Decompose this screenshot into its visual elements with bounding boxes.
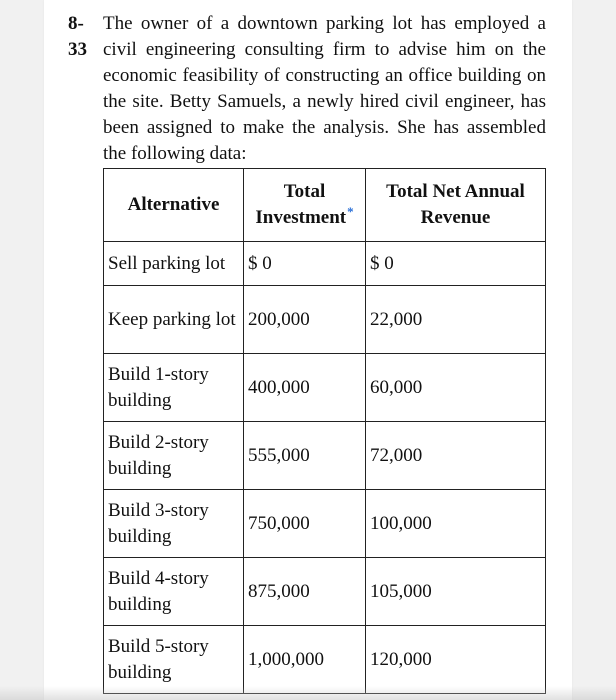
bottom-edge-shadow — [0, 686, 616, 700]
table-row — [104, 354, 546, 422]
table-row — [104, 558, 546, 626]
cell-alternative: Build 5-story building — [104, 626, 244, 694]
header-total-net-annual-revenue: Total Net Annual Revenue — [366, 169, 546, 242]
cell-revenue: 22,000 — [366, 286, 546, 354]
header-alternative: Alternative — [104, 169, 244, 242]
header-total-investment — [244, 169, 366, 242]
cell-investment: 750,000 — [244, 490, 366, 558]
table-header-row — [104, 169, 546, 242]
cell-revenue: 100,000 — [366, 490, 546, 558]
cell-alternative: Build 4-story building — [104, 558, 244, 626]
table-row — [104, 242, 546, 286]
problem-number-index: 33 — [68, 39, 87, 60]
cell-investment: 555,000 — [244, 422, 366, 490]
cell-alternative: Build 2-story building — [104, 422, 244, 490]
table-row — [104, 626, 546, 694]
header-investment-line2 — [244, 205, 365, 231]
cell-revenue: 72,000 — [366, 422, 546, 490]
cell-investment: 1,000,000 — [244, 626, 366, 694]
footnote-marker: * — [347, 203, 354, 219]
table-row — [104, 286, 546, 354]
header-investment-line1: Total — [283, 181, 326, 202]
header-investment-label: Investment — [255, 207, 347, 228]
cell-investment: 875,000 — [244, 558, 366, 626]
problem-number-chapter: 8- — [68, 13, 84, 34]
cell-investment: $ 0 — [244, 242, 366, 286]
cell-investment: 400,000 — [244, 354, 366, 422]
cell-alternative: Keep parking lot — [104, 286, 244, 354]
cell-alternative: Build 1-story building — [104, 354, 244, 422]
alternatives-table — [103, 168, 546, 694]
cell-revenue: $ 0 — [366, 242, 546, 286]
cell-revenue: 105,000 — [366, 558, 546, 626]
cell-revenue: 120,000 — [366, 626, 546, 694]
cell-alternative: Sell parking lot — [104, 242, 244, 286]
table-row — [104, 422, 546, 490]
problem-number — [68, 11, 104, 63]
document-page — [44, 0, 572, 700]
cell-revenue: 60,000 — [366, 354, 546, 422]
table-row — [104, 490, 546, 558]
problem-statement: The owner of a downtown parking lot has employed a civil engineering consulting firm to advise him on the economic feasibility of constructing an office building on the site. Betty Samuels, a newly hired civil engineer, has been assigned to make the analysis. She has assembled the following data: — [103, 13, 546, 164]
cell-investment: 200,000 — [244, 286, 366, 354]
cell-alternative: Build 3-story building — [104, 490, 244, 558]
